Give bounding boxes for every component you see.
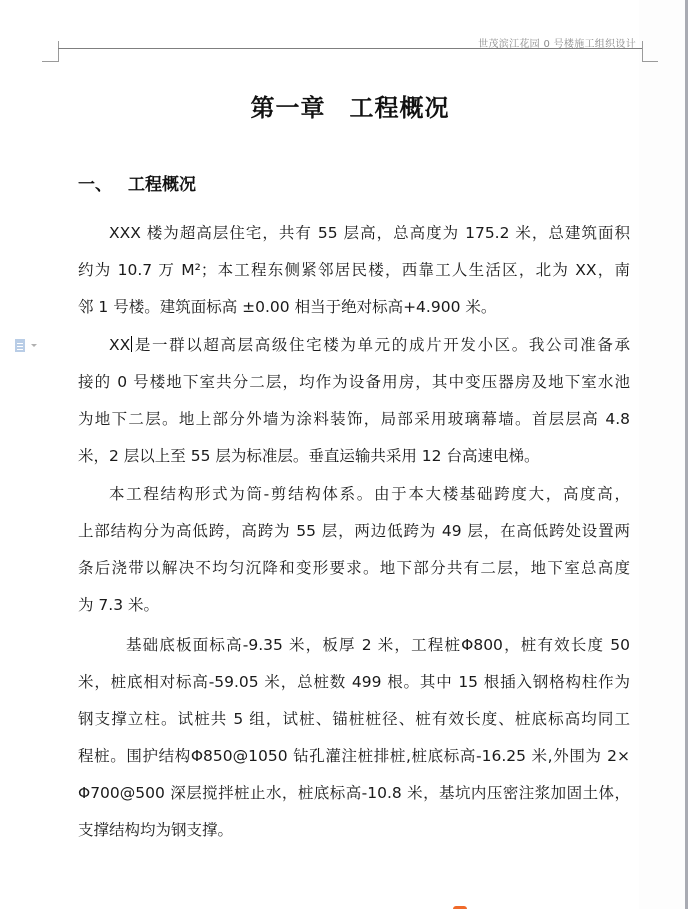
- paragraph-lead: XX: [109, 336, 131, 354]
- text-line: 为 7.3 米。: [78, 596, 160, 614]
- text-line: 接的 0 号楼地下室共分二层，均作为设备用房，其中变压器房及地下室水池: [78, 373, 630, 391]
- chapter-title-text: 工程概况: [349, 93, 450, 122]
- running-header-title: 世茂滨江花园 0 号楼施工组织设计: [478, 39, 636, 50]
- text-line: 程桩。围护结构Φ850@1050 钻孔灌注桩排桩,桩底标高-16.25 米,外围为 2×: [78, 747, 630, 765]
- text-line: 米，桩底相对标高-59.05 米，总桩数 499 根。其中 15 根插入钢格构柱作为: [78, 673, 630, 691]
- section-title: 工程概况: [128, 175, 196, 195]
- paragraph-3: [78, 476, 630, 624]
- text-line: 本工程结构形式为筒-剪结构体系。由于本大楼基础跨度大，高度高，: [109, 485, 630, 503]
- paragraph-4: [78, 627, 630, 849]
- page-margin-area: [639, 0, 685, 909]
- text-line: 米，2 层以上至 55 层为标准层。垂直运输共采用 12 台高速电梯。: [78, 447, 540, 465]
- header-corner-mark-right: [642, 41, 643, 62]
- section-number: 一、: [78, 175, 112, 195]
- header-corner-tick-left: [42, 61, 59, 62]
- text-line: XXX 楼为超高层住宅，共有 55 层高，总高度为 175.2 米，总建筑面积: [109, 224, 630, 242]
- text-line: 钢支撑立柱。试桩共 5 组，试桩、锚桩桩径、桩有效长度、桩底标高均同工: [78, 710, 630, 728]
- scrollbar[interactable]: [685, 0, 688, 909]
- text-line: Φ700@500 深层搅拌桩止水，桩底标高-10.8 米，基坑内压密注浆加固土体，: [78, 784, 630, 802]
- chevron-down-icon: [31, 344, 37, 347]
- text-line-body: 是一群以超高层高级住宅楼为单元的成片开发小区。我公司准备承: [133, 336, 630, 354]
- document-icon: [15, 339, 25, 352]
- text-line: 上部结构分为高低跨，高跨为 55 层，两边低跨为 49 层，在高低跨处设置两: [78, 522, 630, 540]
- text-line: 支撑结构均为钢支撑。: [78, 821, 234, 839]
- text-line: 邻 1 号楼。建筑面标高 ±0.00 相当于绝对标高+4.900 米。: [78, 298, 497, 316]
- header-corner-mark-left: [58, 41, 59, 62]
- section-heading: [78, 170, 196, 195]
- chapter-title: [0, 88, 691, 123]
- text-line: 条后浇带以解决不均匀沉降和变形要求。地下部分共有二层，地下室总高度: [78, 559, 630, 577]
- chapter-number: 第一章: [250, 93, 326, 122]
- header-corner-tick-right: [642, 61, 658, 62]
- paragraph-1: [78, 215, 630, 326]
- text-line: [78, 327, 630, 364]
- text-line: 为地下二层。地上部分外墙为涂料装饰，局部采用玻璃幕墙。首层层高 4.8: [78, 410, 630, 428]
- document-options-icon[interactable]: [15, 339, 39, 353]
- text-line: 基础底板面标高-9.35 米，板厚 2 米，工程桩Φ800，桩有效长度 50: [126, 636, 630, 654]
- paragraph-2: [78, 327, 630, 475]
- text-line: 约为 10.7 万 M²；本工程东侧紧邻居民楼，西靠工人生活区，北为 XX，南: [78, 261, 630, 279]
